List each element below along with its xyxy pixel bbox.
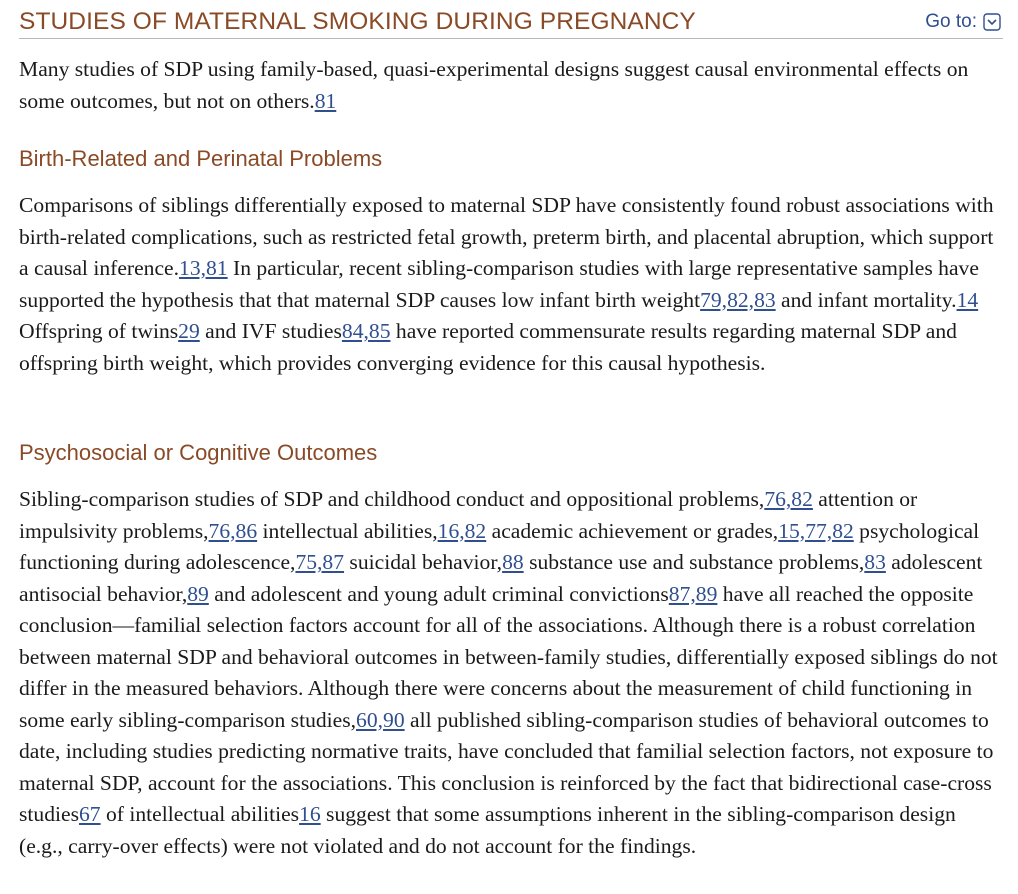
citation-link[interactable]: 81 — [314, 88, 337, 113]
citation-link[interactable]: 16 — [299, 802, 321, 826]
goto-label[interactable]: Go to: — [925, 11, 977, 32]
paragraph-text: psychological functioning during adolescence, — [19, 518, 980, 574]
paragraph-text: In particular, recent sibling-comparison studies with large representative samples have supported the hypothesis that that maternal SDP causes low infant birth weight — [19, 256, 979, 312]
citation-link[interactable]: 29 — [178, 319, 200, 343]
paragraph-text: academic achievement or grades, — [486, 518, 779, 543]
citation-link[interactable]: 79,82,83 — [700, 287, 776, 312]
citation-link[interactable]: 89 — [187, 581, 209, 606]
article-section — [19, 0, 1003, 858]
paragraph-text: adolescent antisocial behavior, — [19, 550, 983, 606]
paragraph-text: have all reached the opposite conclusion—familial selection factors account for all of the associations. Although there is a robust correlation between maternal SDP and behavioral outcomes in between-family studies, differentially exposed siblings do not differ in the measured behaviors. Although there were concerns about the measurement of child functioning in some early sibling-comparison studies, — [19, 581, 998, 732]
citation-link[interactable]: 60,90 — [356, 707, 405, 732]
paragraph-text: suicidal behavior, — [344, 550, 503, 574]
citation-link[interactable]: 88 — [502, 550, 524, 574]
paragraph-text: have reported commensurate results regarding maternal SDP and offspring birth weight, which provides converging evidence for this causal hypothesis. — [19, 319, 957, 375]
birth-paragraph — [19, 190, 1003, 379]
citation-link[interactable]: 14 — [956, 287, 979, 312]
chevron-down-icon[interactable] — [983, 13, 1001, 31]
citation-link[interactable]: 76,86 — [208, 518, 258, 543]
citation-link[interactable]: 67 — [78, 802, 101, 826]
intro-paragraph — [19, 54, 1003, 117]
paragraph-text: attention or impulsivity problems, — [19, 487, 918, 543]
paragraph-text: of intellectual abilities — [100, 802, 300, 826]
paragraph-text: and adolescent and young adult criminal convictions — [208, 581, 669, 606]
citation-link[interactable]: 76,82 — [764, 487, 813, 511]
paragraph-text: intellectual abilities, — [257, 518, 438, 543]
paragraph-text: suggest that some assumptions inherent in the sibling-comparison design (e.g., carry-over effects) were not violated and do not account for the findings. — [19, 802, 956, 858]
paragraph-text: Sibling-comparison studies of SDP and childhood conduct and oppositional problems, — [19, 487, 765, 511]
subsection-heading-birth: Birth-Related and Perinatal Problems — [19, 146, 383, 171]
citation-link[interactable]: 13,81 — [179, 256, 228, 280]
paragraph-text: Offspring of twins — [19, 319, 179, 343]
citation-link[interactable]: 83 — [864, 550, 886, 574]
citation-link[interactable]: 75,87 — [295, 550, 345, 574]
paragraph-text: substance use and substance problems, — [523, 550, 865, 574]
section-header — [19, 0, 1003, 39]
goto-menu[interactable] — [925, 11, 1001, 33]
citation-link[interactable]: 87,89 — [668, 581, 718, 606]
psychosocial-paragraph — [19, 484, 1003, 862]
paragraph-text: Comparisons of siblings differentially exposed to maternal SDP have consistently found robust associations with birth-related complications, such as restricted fetal growth, preterm birth, and placental abruption, which support a causal inference. — [19, 193, 994, 280]
citation-link[interactable]: 16,82 — [437, 518, 487, 543]
section-title: STUDIES OF MATERNAL SMOKING DURING PREGNANCY — [19, 8, 696, 35]
subsection-heading-psychosocial: Psychosocial or Cognitive Outcomes — [19, 440, 378, 465]
citation-link[interactable]: 84,85 — [341, 319, 391, 343]
citation-link[interactable]: 15,77,82 — [778, 518, 854, 543]
paragraph-text: and IVF studies — [199, 319, 342, 343]
paragraph-text: and infant mortality. — [775, 287, 957, 312]
intro-text: Many studies of SDP using family-based, quasi-experimental designs suggest causal environmental effects on some outcomes, but not on others. — [19, 57, 969, 113]
paragraph-text: all published sibling-comparison studies of behavioral outcomes to date, including studies predicting normative traits, have concluded that familial selection factors, not exposure to maternal SDP, account for the associations. This conclusion is reinforced by the fact that bidirectional case-cross studies — [19, 707, 994, 826]
